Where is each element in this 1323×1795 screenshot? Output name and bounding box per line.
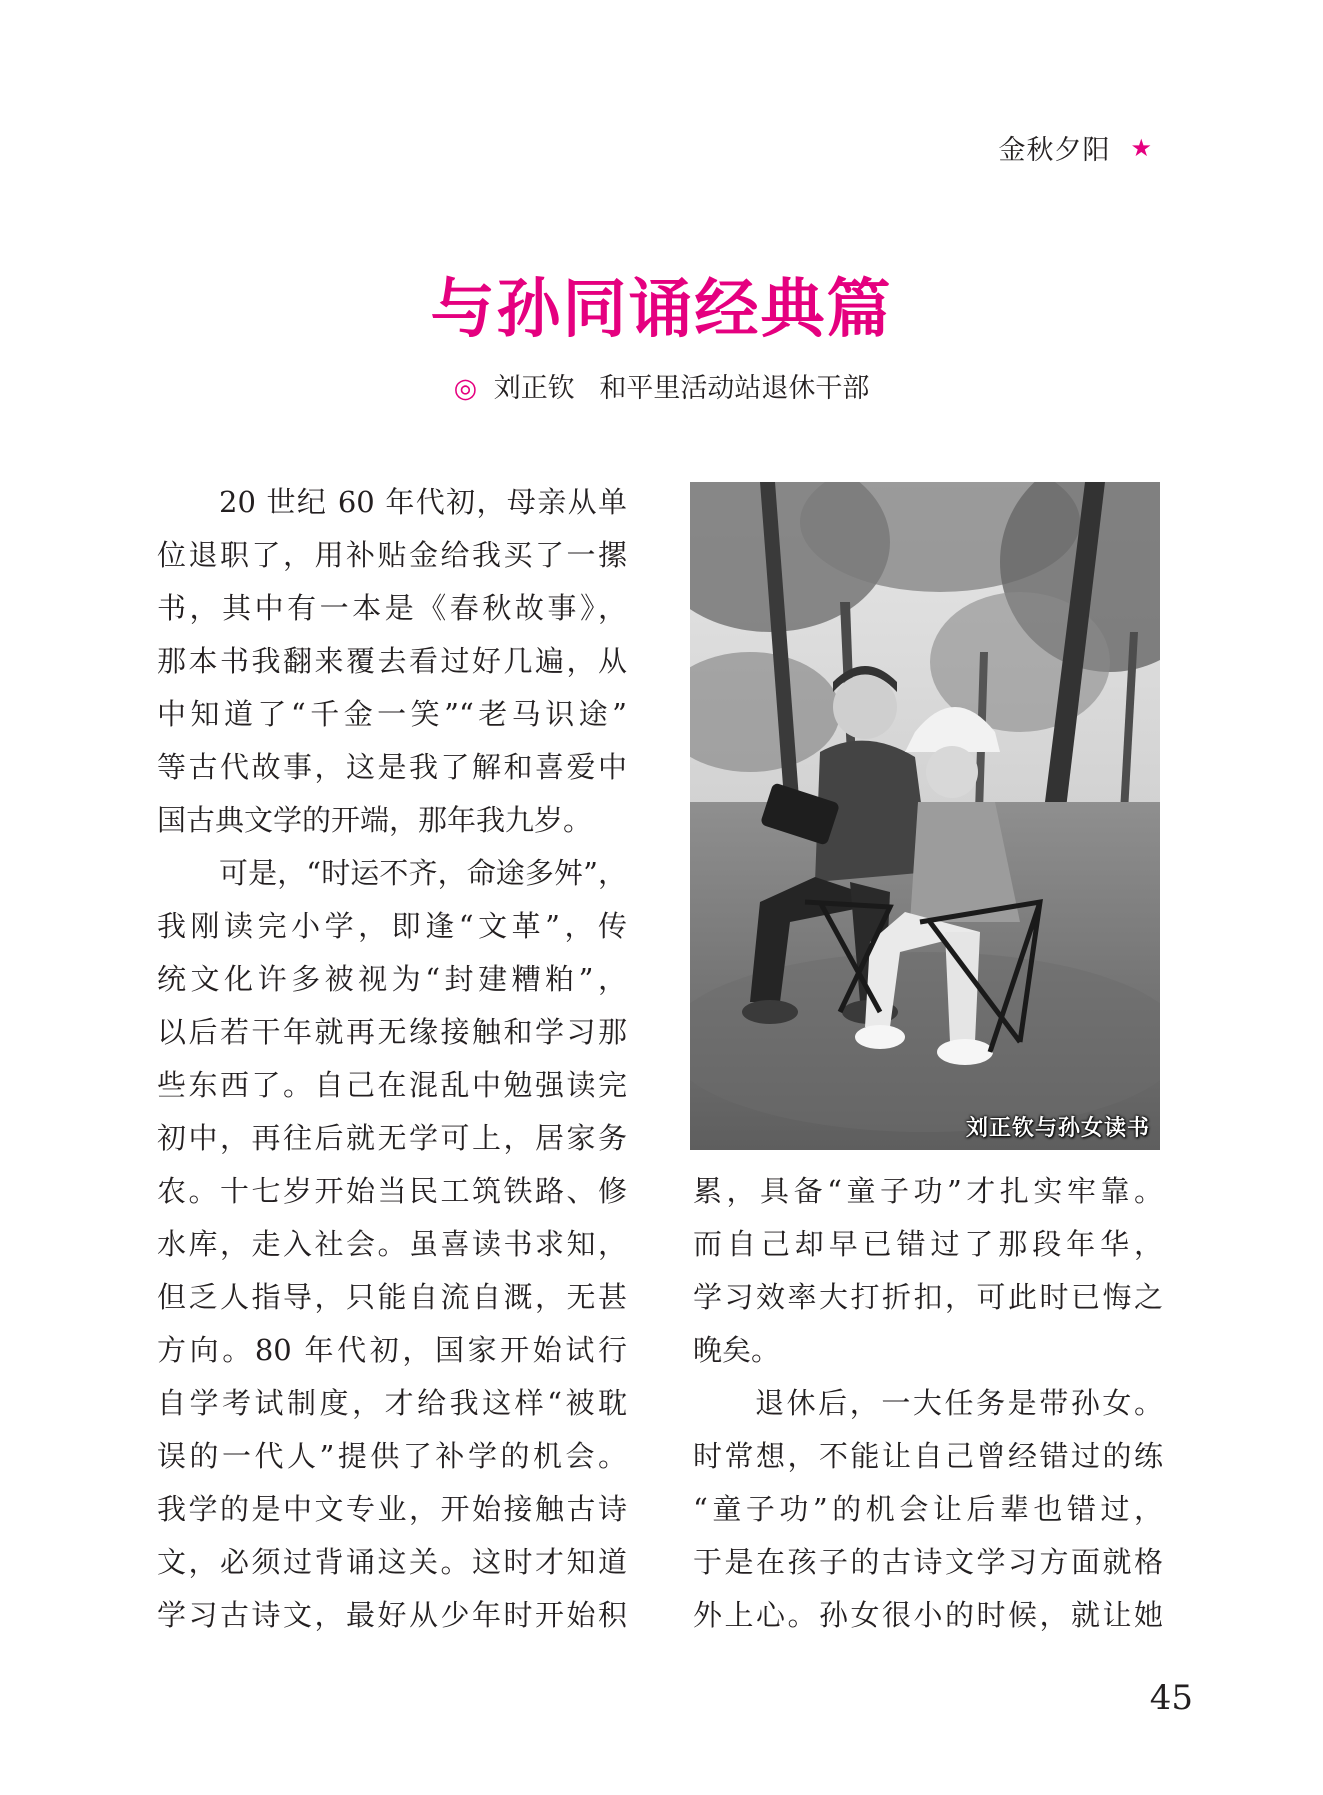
text-line: 而自己却早已错过了那段年华， — [693, 1227, 1163, 1261]
text-line: 我学的是中文专业，开始接触古诗 — [157, 1492, 627, 1526]
photo-caption: 刘正钦与孙女读书 — [965, 1115, 1150, 1141]
author-affiliation: 和平里活动站退休干部 — [599, 373, 870, 404]
byline — [0, 366, 1323, 405]
text-line: 20 世纪 60 年代初，母亲从单 — [219, 485, 627, 519]
page-number: 45 — [1149, 1678, 1193, 1718]
text-line: 方向。80 年代初，国家开始试行 — [157, 1333, 627, 1367]
text-line: 些东西了。自己在混乱中勉强读完 — [157, 1068, 627, 1102]
text-line: 中知道了“千金一笑”“老马识途” — [157, 697, 627, 731]
text-line: 国古典文学的开端，那年我九岁。 — [157, 803, 593, 837]
text-line: 外上心。孙女很小的时候，就让她 — [693, 1598, 1163, 1632]
text-line: 那本书我翻来覆去看过好几遍，从 — [157, 644, 627, 678]
section-header — [998, 128, 1153, 167]
text-line: 时常想，不能让自己曾经错过的练 — [693, 1439, 1163, 1473]
photo-illustration — [690, 482, 1160, 1150]
text-line: 学习古诗文，最好从少年时开始积 — [157, 1598, 627, 1632]
text-line: 学习效率大打折扣，可此时已悔之 — [693, 1280, 1163, 1314]
text-line: 可是，“时运不齐，命途多舛”， — [219, 856, 627, 890]
text-line: 晚矣。 — [693, 1333, 781, 1367]
text-line: 书，其中有一本是《春秋故事》， — [157, 591, 627, 625]
section-name: 金秋夕阳 — [998, 135, 1111, 166]
text-line: 等古代故事，这是我了解和喜爱中 — [157, 750, 627, 784]
text-line: 于是在孩子的古诗文学习方面就格 — [693, 1545, 1163, 1579]
text-line: 退休后，一大任务是带孙女。 — [755, 1386, 1163, 1420]
text-line: 位退职了，用补贴金给我买了一摞 — [157, 538, 627, 572]
text-line: 误的一代人”提供了补学的机会。 — [157, 1439, 627, 1473]
left-column — [157, 476, 627, 1642]
article-photo — [690, 482, 1160, 1150]
text-line: 自学考试制度，才给我这样“被耽 — [157, 1386, 627, 1420]
right-column — [693, 1165, 1163, 1642]
text-line: 统文化许多被视为“封建糟粕”， — [157, 962, 627, 996]
text-line: 累，具备“童子功”才扎实牢靠。 — [693, 1174, 1163, 1208]
text-line: 但乏人指导，只能自流自溉，无甚 — [157, 1280, 627, 1314]
star-icon: ★ — [1130, 133, 1153, 162]
text-line: 文，必须过背诵这关。这时才知道 — [157, 1545, 627, 1579]
text-line: 农。十七岁开始当民工筑铁路、修 — [157, 1174, 627, 1208]
article-title: 与孙同诵经典篇 — [430, 272, 893, 347]
text-line: 我刚读完小学，即逢“文革”，传 — [157, 909, 627, 943]
text-line: “童子功”的机会让后辈也错过， — [693, 1492, 1163, 1526]
text-line: 初中，再往后就无学可上，居家务 — [157, 1121, 627, 1155]
author-name: 刘正钦 — [493, 373, 575, 404]
text-line: 以后若干年就再无缘接触和学习那 — [157, 1015, 627, 1049]
byline-mark-icon: ◎ — [453, 373, 478, 404]
text-line: 水库，走入社会。虽喜读书求知， — [157, 1227, 627, 1261]
